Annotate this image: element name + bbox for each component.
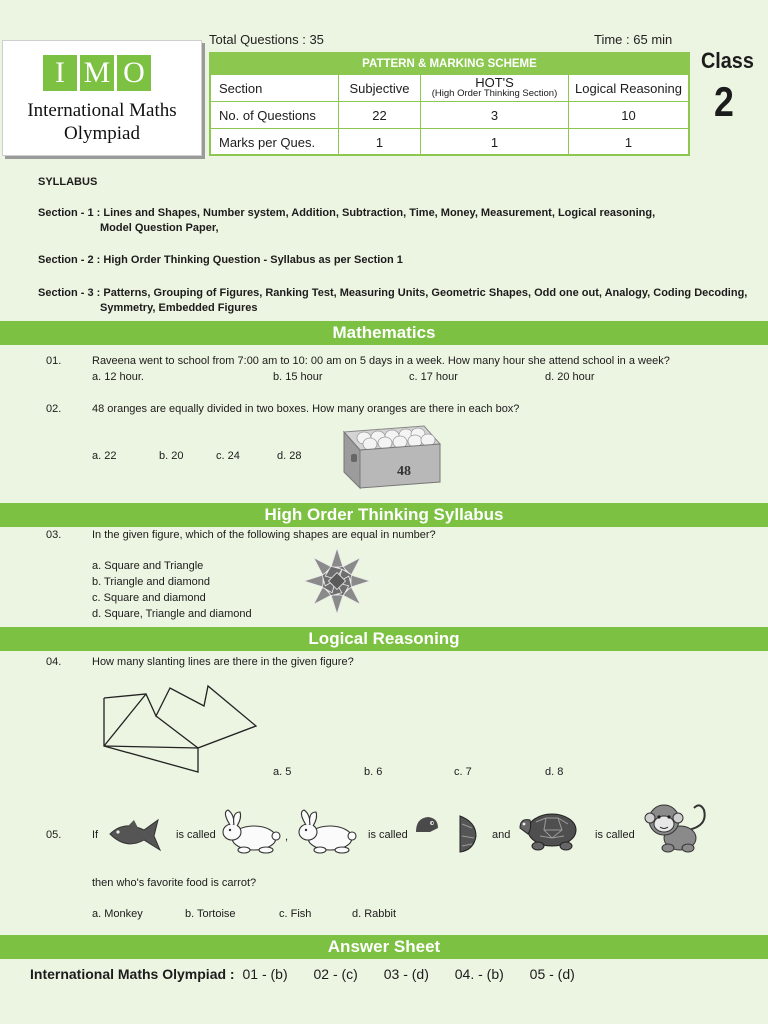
slanting-lines-figure — [98, 678, 264, 776]
row-label-questions: No. of Questions — [211, 102, 339, 129]
syllabus-section-1 — [38, 206, 655, 236]
logo-name-line2: Olympiad — [64, 123, 140, 144]
answer-05: 05 - (d) — [529, 966, 575, 982]
scheme-title: PATTERN & MARKING SCHEME — [211, 54, 688, 75]
marks-hots: 1 — [421, 129, 569, 156]
q5-option-b: b. Tortoise — [185, 908, 236, 920]
section-bar-mathematics: Mathematics — [0, 321, 768, 345]
q5-called-1: is called — [176, 829, 216, 841]
header-hots-sub: (High Order Thinking Section) — [431, 88, 558, 99]
q2-number: 02. — [46, 403, 62, 415]
row-label-marks: Marks per Ques. — [211, 129, 339, 156]
header-logical: Logical Reasoning — [569, 75, 688, 102]
section-bar-logical-reasoning: Logical Reasoning — [0, 627, 768, 651]
q5-if: If — [92, 829, 99, 841]
q1-option-c: c. 17 hour — [409, 371, 458, 383]
logo-letter-m: M — [80, 55, 114, 91]
rabbit-icon — [218, 808, 284, 856]
questions-hots: 3 — [421, 102, 569, 129]
q5-question: then who's favorite food is carrot? — [92, 877, 257, 889]
q5-called-2: is called — [368, 829, 408, 841]
q3-text: In the given figure, which of the following shapes are equal in number? — [92, 529, 436, 541]
q5-comma: , — [285, 831, 289, 843]
q4-number: 04. — [46, 656, 62, 668]
syllabus-section-3 — [38, 286, 747, 316]
q2-option-a: a. 22 — [92, 450, 117, 462]
logo-letter-o: O — [117, 55, 151, 91]
monkey-icon — [642, 800, 712, 854]
questions-subjective: 22 — [339, 102, 421, 129]
syllabus-section-3-line1: Section - 3 : Patterns, Grouping of Figures, Ranking Test, Measuring Units, Geometric Shapes, Odd one out, Analogy, Coding Decoding, — [38, 287, 748, 299]
q4-text: How many slanting lines are there in the given figure? — [92, 656, 354, 668]
exam-time: Time : 65 min — [594, 32, 673, 47]
logo-name-line1: International Maths — [27, 100, 177, 121]
answer-01: 01 - (b) — [242, 966, 288, 982]
tortoise-icon — [516, 808, 586, 854]
syllabus-heading: SYLLABUS — [38, 176, 98, 188]
q3-option-a: a. Square and Triangle — [92, 560, 204, 572]
fish-icon — [106, 816, 162, 854]
q2-option-c: c. 24 — [216, 450, 240, 462]
syllabus-section-3-line2: Symmetry, Embedded Figures — [100, 302, 258, 314]
answer-02: 02 - (c) — [313, 966, 358, 982]
q5-number: 05. — [46, 829, 62, 841]
q3-option-c: c. Square and diamond — [92, 592, 206, 604]
class-number: 2 — [714, 78, 734, 125]
q3-option-d: d. Square, Triangle and diamond — [92, 608, 252, 620]
header-subjective: Subjective — [339, 75, 421, 102]
q4-option-b: b. 6 — [364, 766, 383, 778]
questions-logical: 10 — [569, 102, 688, 129]
q5-and: and — [492, 829, 511, 841]
q2-option-d: d. 28 — [277, 450, 302, 462]
total-questions: Total Questions : 35 — [209, 32, 324, 47]
header-section: Section — [211, 75, 339, 102]
answer-sheet-label: International Maths Olympiad : — [30, 966, 235, 982]
q5-option-c: c. Fish — [279, 908, 312, 920]
q1-option-b: b. 15 hour — [273, 371, 323, 383]
answer-03: 03 - (d) — [383, 966, 429, 982]
syllabus-section-1-line1: Section - 1 : Lines and Shapes, Number system, Addition, Subtraction, Time, Money, Measurement, Logical reasoning, — [38, 207, 656, 219]
q1-text: Raveena went to school from 7:00 am to 10: 00 am on 5 days in a week. How many hour she attend school in a week? — [92, 355, 670, 367]
section-bar-answer-sheet: Answer Sheet — [0, 935, 768, 959]
imo-logo — [2, 40, 202, 156]
marks-logical: 1 — [624, 135, 633, 150]
q2-option-b: b. 20 — [159, 450, 184, 462]
class-label: Class — [701, 48, 754, 73]
answer-04: 04. - (b) — [454, 966, 504, 982]
tortoise-shell-icon — [454, 814, 480, 854]
q5-option-d: d. Rabbit — [352, 908, 397, 920]
syllabus-section-1-line2: Model Question Paper, — [100, 222, 219, 234]
q4-option-c: c. 7 — [454, 766, 472, 778]
logo-name — [3, 99, 201, 145]
answer-sheet-line — [30, 966, 575, 982]
q5-option-a: a. Monkey — [92, 908, 143, 920]
q1-number: 01. — [46, 355, 62, 367]
syllabus-section-2: Section - 2 : High Order Thinking Question - Syllabus as per Section 1 — [38, 254, 403, 266]
q4-option-a: a. 5 — [273, 766, 292, 778]
q3-number: 03. — [46, 529, 62, 541]
orange-box-illustration — [340, 418, 444, 492]
q2-text: 48 oranges are equally divided in two boxes. How many oranges are there in each box? — [92, 403, 520, 415]
q5-called-3: is called — [595, 829, 635, 841]
shapes-star-figure — [302, 546, 372, 616]
section-bar-hots: High Order Thinking Syllabus — [0, 503, 768, 527]
logo-letters — [43, 55, 151, 91]
header-hots — [421, 75, 569, 102]
q3-option-b: b. Triangle and diamond — [92, 576, 211, 588]
logo-letter-i: I — [43, 55, 77, 91]
rabbit-icon — [294, 808, 360, 856]
header-hots-label: HOT'S — [475, 75, 514, 90]
q1-option-d: d. 20 hour — [545, 371, 595, 383]
marks-subjective: 1 — [339, 129, 421, 156]
q1-option-a: a. 12 hour. — [92, 371, 144, 383]
tortoise-head-icon — [414, 814, 440, 836]
q4-option-d: d. 8 — [545, 766, 564, 778]
orange-box-label: 48 — [397, 464, 411, 479]
marking-scheme-table — [209, 52, 690, 156]
